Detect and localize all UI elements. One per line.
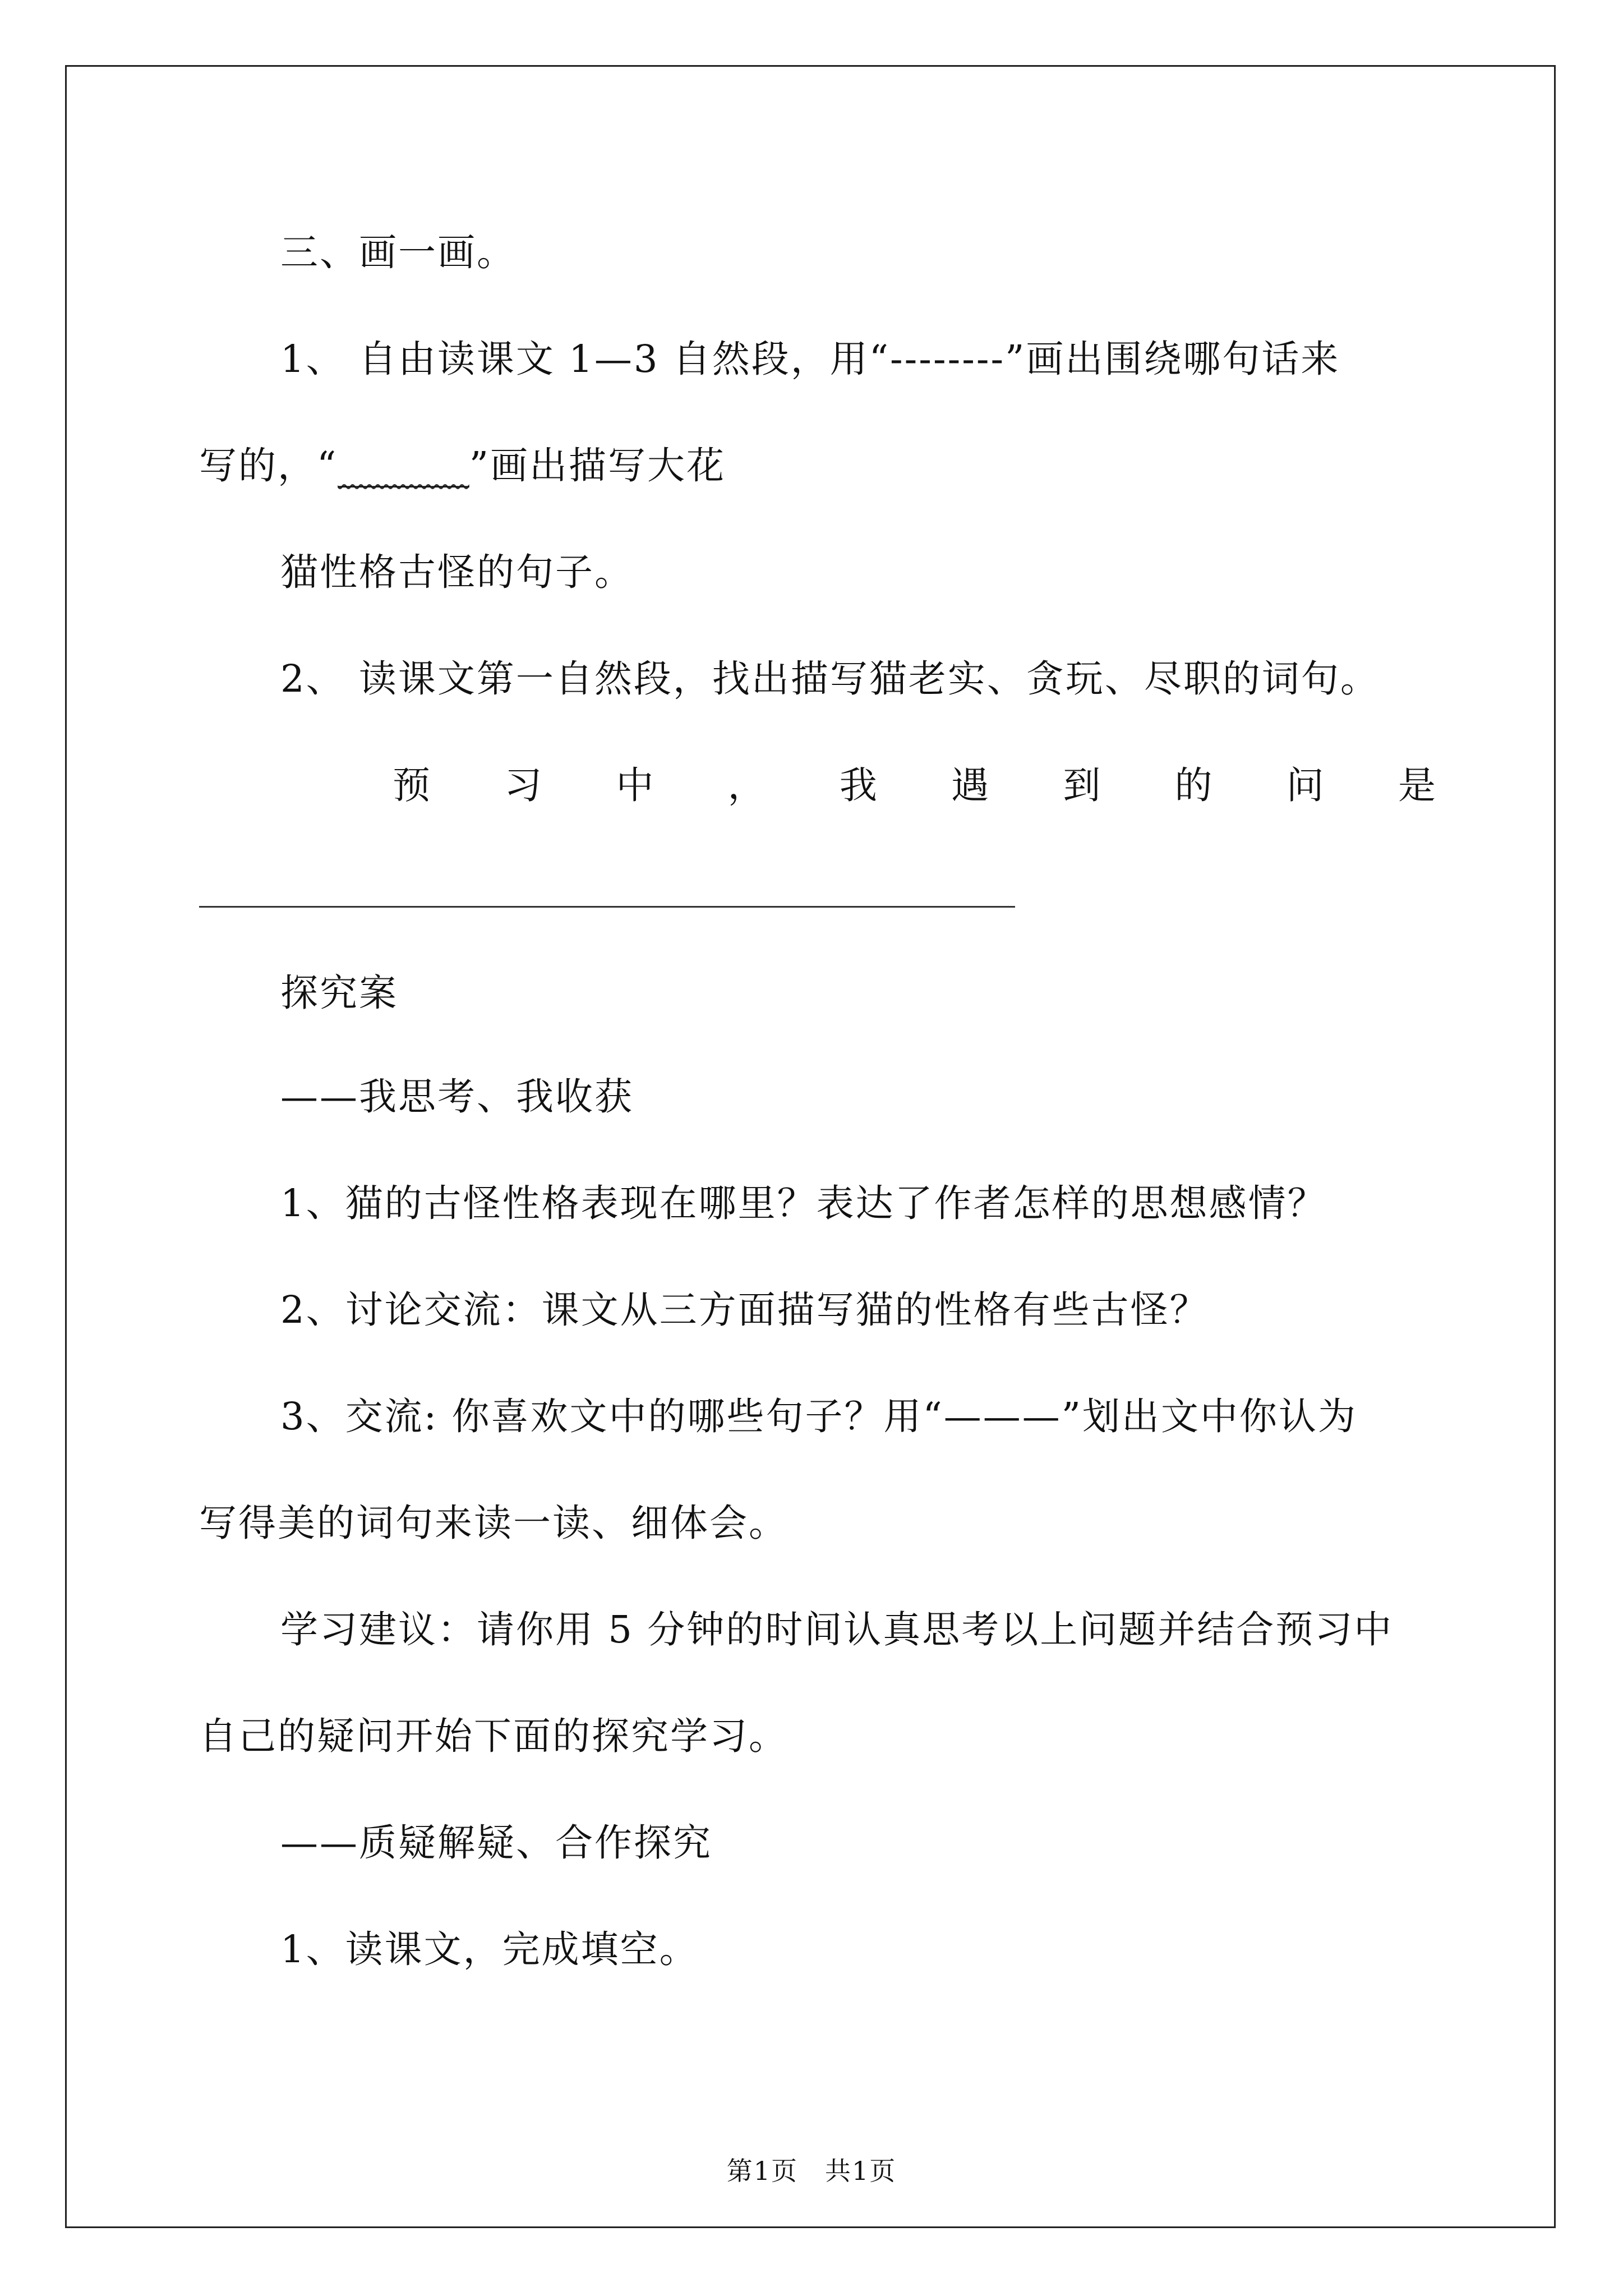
item1-line3: 猫性格古怪的句子。 (280, 550, 634, 594)
question-char: 是 (1398, 763, 1436, 807)
study-advice-line2: 自己的疑问开始下面的探究学习。 (199, 1714, 788, 1758)
section-heading-explore: 探究案 (280, 971, 398, 1015)
question-3-line2: 写得美的词句来读一读、细体会。 (199, 1501, 788, 1545)
item1-line1: 1、 自由读课文 1—3 自然段，用“--------”画出围绕哪句话来 (280, 337, 1340, 381)
question-char: 习 (504, 763, 542, 807)
question-char: 我 (839, 763, 877, 807)
question-prompt (393, 757, 1436, 813)
item2: 2、 读课文第一自然段，找出描写猫老实、贪玩、尽职的词句。 (280, 657, 1380, 701)
section-heading-draw: 三、画一画。 (280, 231, 516, 274)
item1-line2-pre: 写的，“ (199, 444, 338, 487)
task-1: 1、读课文，完成填空。 (280, 1927, 699, 1971)
item1-line2 (199, 438, 726, 494)
question-char: ， (727, 763, 766, 807)
subheading-think: ——我思考、我收获 (280, 1075, 634, 1119)
question-3-line1: 3、交流: 你喜欢文中的哪些句子？用“———”划出文中你认为 (280, 1395, 1358, 1438)
study-advice-line1: 学习建议：请你用 5 分钟的时间认真思考以上问题并结合预习中 (280, 1608, 1394, 1651)
answer-blank-line (199, 906, 1015, 908)
question-char: 遇 (951, 763, 989, 807)
page-footer: 第1页 共1页 (726, 2156, 897, 2186)
subheading-inquiry: ——质疑解疑、合作探究 (280, 1821, 712, 1865)
question-char: 中 (616, 763, 654, 807)
question-1: 1、猫的古怪性格表现在哪里？表达了作者怎样的思想感情？ (280, 1181, 1327, 1225)
page-frame (65, 65, 1556, 2228)
question-char: 预 (393, 763, 430, 807)
question-char: 到 (1063, 763, 1101, 807)
question-char: 的 (1174, 763, 1212, 807)
question-char: 问 (1286, 763, 1324, 807)
question-2: 2、讨论交流：课文从三方面描写猫的性格有些古怪？ (280, 1288, 1209, 1332)
wavy-underline-sample: _______ (338, 444, 469, 487)
item1-line2-post: ”画出描写大花 (469, 444, 726, 487)
